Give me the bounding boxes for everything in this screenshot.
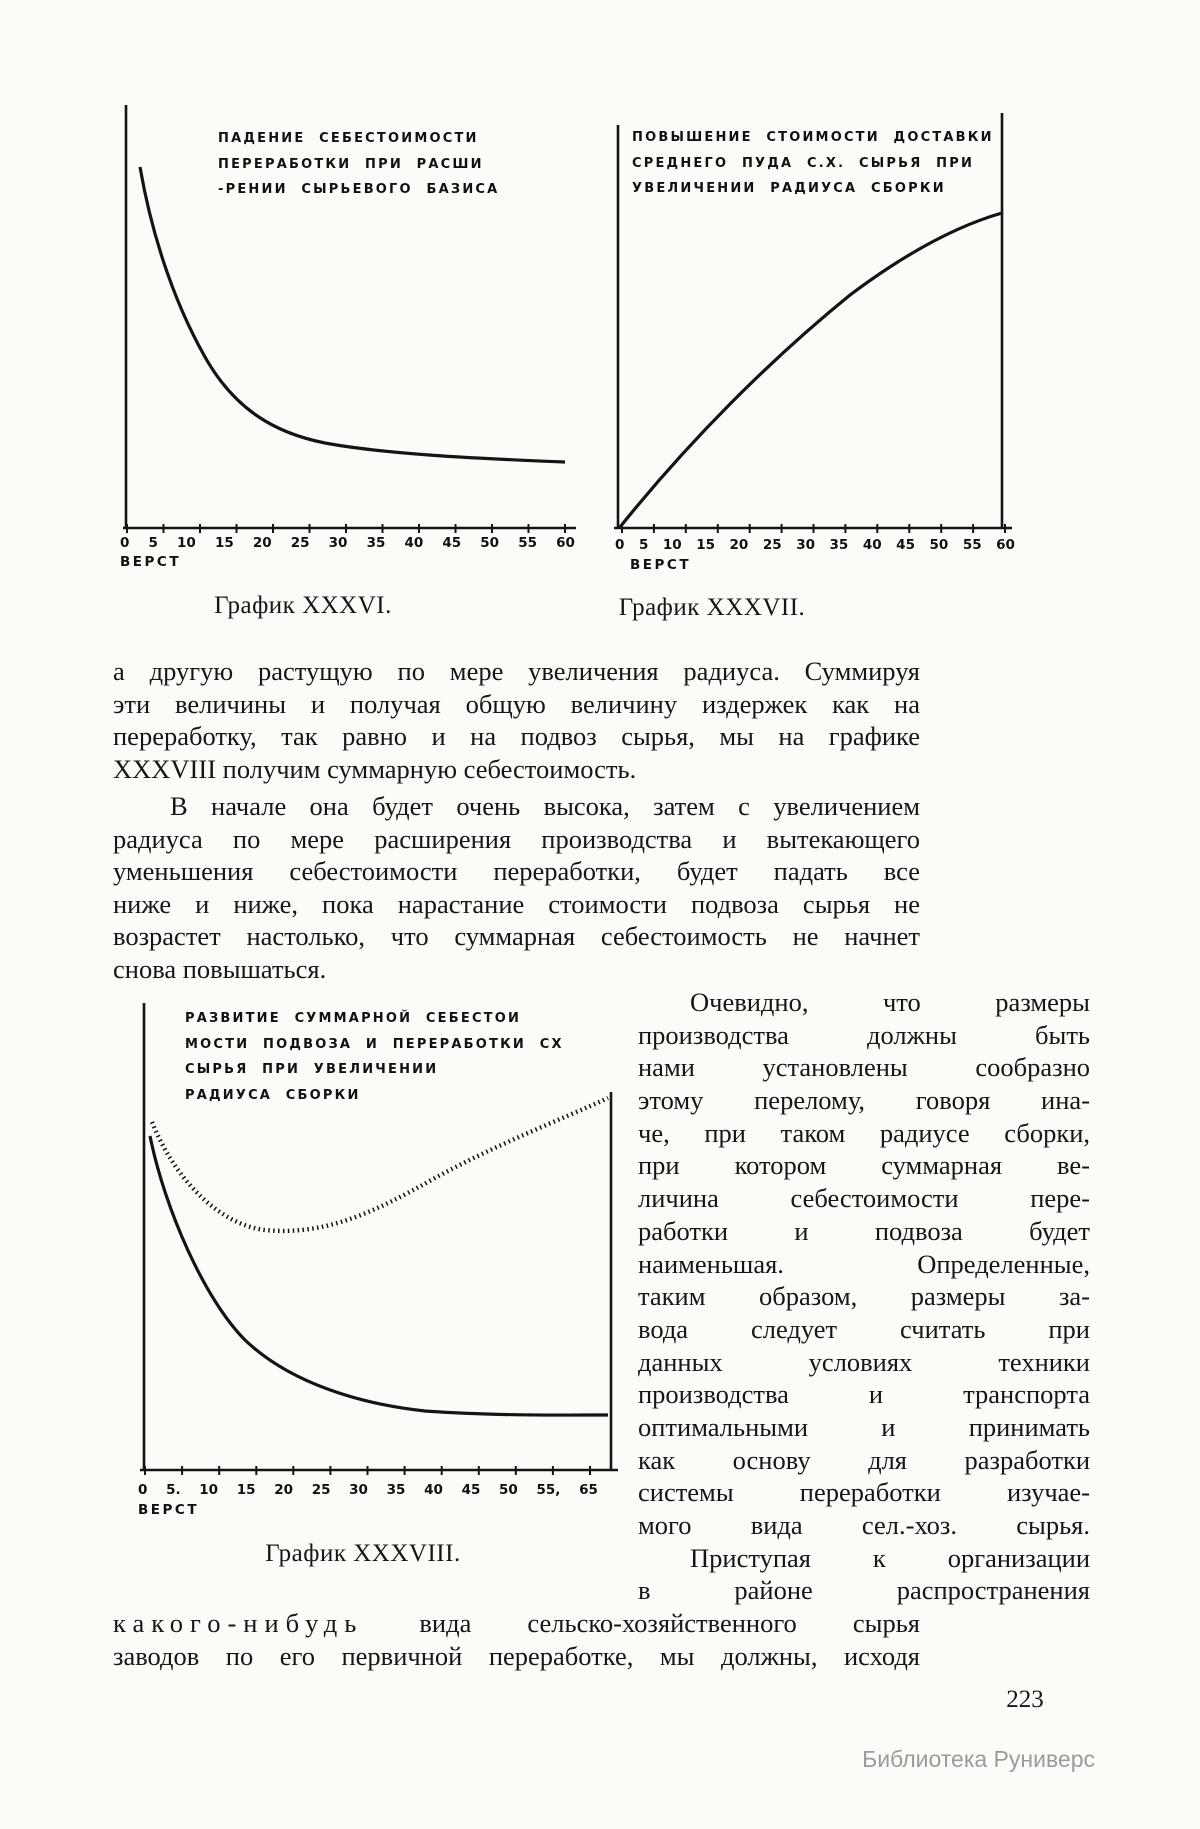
- x-tick-label: 35: [386, 1482, 406, 1498]
- x-tick-label: 65: [579, 1482, 598, 1498]
- chart-xxxvi-x-axis-label: ВЕРСТ: [120, 554, 182, 570]
- text-line: производства должны быть: [638, 1019, 1090, 1050]
- chart-title-line: МОСТИ ПОДВОЗА И ПЕРЕРАБОТКИ СХ: [185, 1036, 564, 1052]
- x-tick-label: 15: [696, 537, 715, 553]
- paragraph-2: [113, 790, 920, 985]
- text-line: уменьшения себестоимости переработки, будет падать все: [113, 856, 920, 886]
- bottom-line-1: [113, 1607, 920, 1640]
- text-line: че, при таком радиусе сборки,: [638, 1117, 1090, 1148]
- x-tick-label: 25: [762, 537, 782, 553]
- x-tick-label: 50: [480, 535, 500, 551]
- chart-title-line: УВЕЛИЧЕНИИ РАДИУСА СБОРКИ: [632, 181, 946, 196]
- chart-xxxvii-x-axis-label: ВЕРСТ: [630, 557, 692, 573]
- chart-xxxvii-x-ticks: [615, 537, 1015, 553]
- chart-xxxviii-title: [185, 1006, 564, 1108]
- text-line: Приступая к организации: [690, 1542, 1090, 1573]
- right-column-text: [638, 986, 1090, 1607]
- processing-cost-curve: [140, 167, 565, 462]
- x-tick-label: 15: [214, 535, 234, 551]
- text-line: переработку, так равно и на подвоз сырья, мы на графике: [113, 721, 920, 751]
- x-tick-label: 30: [328, 535, 348, 551]
- chart-xxxvi-caption: График XXXVI.: [214, 592, 392, 619]
- chart-xxxviii-caption: График XXXVIII.: [265, 1540, 461, 1567]
- chart-title-line: -РЕНИИ СЫРЬЕВОГО БАЗИСА: [218, 182, 500, 197]
- emphasized-word: какого-нибудь: [113, 1608, 364, 1638]
- x-tick-label: 55: [518, 535, 537, 551]
- text-line: возрастет настолько, что суммарная себестоимость не начнет: [113, 921, 920, 951]
- text-line: радиуса по мере расширения производства и вытекающего: [113, 823, 920, 854]
- text-line: работки и подвоза будет: [638, 1215, 1090, 1246]
- x-tick-label: 20: [274, 1482, 294, 1498]
- x-tick-label: 0: [120, 535, 130, 551]
- text-line: XXXVIII получим суммарную себестоимость.: [113, 753, 637, 784]
- chart-title-line: ПАДЕНИЕ СЕБЕСТОИМОСТИ: [218, 131, 479, 146]
- x-tick-label: 50: [499, 1482, 518, 1498]
- x-tick-label: 35: [829, 537, 849, 553]
- x-tick-label: 10: [662, 537, 682, 553]
- processing-cost-curve: [150, 1136, 608, 1415]
- x-tick-label: 0: [138, 1482, 148, 1498]
- text-line: оптимальными и принимать: [638, 1411, 1090, 1442]
- x-tick-label: 20: [252, 535, 272, 551]
- text-line: мого вида сел.-хоз. сырья.: [638, 1510, 1090, 1540]
- paragraph-1: [113, 655, 920, 785]
- chart-title-line: РАЗВИТИЕ СУММАРНОЙ СЕБЕСТОИ: [185, 1011, 522, 1026]
- text-line: снова повышаться.: [113, 953, 327, 984]
- chart-title-line: ПОВЫШЕНИЕ СТОИМОСТИ ДОСТАВКИ: [632, 130, 994, 145]
- text-line: В начале она будет очень высока, затем с увеличением: [170, 791, 920, 821]
- library-watermark: Библиотека Руниверс: [862, 1746, 1095, 1772]
- delivery-cost-curve: [620, 213, 1002, 527]
- text-line: нами установлены сообразно: [638, 1052, 1090, 1083]
- x-tick-label: 15: [236, 1482, 256, 1498]
- x-tick-label: 10: [177, 535, 196, 551]
- x-tick-label: 25: [311, 1482, 331, 1498]
- chart-title-line: СРЕДНЕГО ПУДА С.Х. СЫРЬЯ ПРИ: [632, 155, 975, 171]
- chart-xxxvi-x-ticks: [120, 535, 575, 551]
- chart-xxxvii-title: [632, 125, 994, 202]
- page-number: 223: [1006, 1686, 1044, 1713]
- text-line: таким образом, размеры за-: [638, 1281, 1090, 1312]
- text-line: при котором суммарная ве-: [638, 1150, 1090, 1181]
- x-tick-label: 45: [461, 1482, 481, 1498]
- bottom-line-1-rest: вида сельско-хозяйственного сырья: [419, 1608, 920, 1638]
- text-line: вода следует считать при: [638, 1313, 1090, 1344]
- text-line: личина себестоимости пере-: [638, 1183, 1090, 1214]
- chart-title-line: СЫРЬЯ ПРИ УВЕЛИЧЕНИИ: [185, 1062, 439, 1077]
- x-tick-label: 45: [442, 535, 462, 551]
- text-line: эти величины и получая общую величину издержек как на: [113, 688, 920, 719]
- chart-xxxvi-title: [218, 126, 499, 203]
- x-tick-label: 5: [148, 535, 158, 551]
- x-tick-label: 0: [615, 537, 625, 553]
- x-tick-label: 10: [199, 1482, 219, 1498]
- bottom-line-2: заводов по его первичной переработке, мы должны, исходя: [113, 1641, 920, 1671]
- text-line: Очевидно, что размеры: [690, 987, 1090, 1017]
- x-tick-label: 40: [424, 1482, 443, 1498]
- chart-xxxviii-x-axis-label: ВЕРСТ: [138, 1502, 200, 1518]
- x-tick-label: 30: [349, 1482, 368, 1498]
- x-tick-label: 50: [929, 537, 949, 553]
- chart-title-line: РАДИУСА СБОРКИ: [185, 1087, 361, 1103]
- text-line: системы переработки изучае-: [638, 1477, 1090, 1508]
- text-line: в районе распространения: [638, 1575, 1090, 1606]
- x-tick-label: 20: [729, 537, 749, 553]
- x-tick-label: 30: [796, 537, 815, 553]
- x-tick-label: 60: [996, 537, 1015, 553]
- x-tick-label: 40: [862, 537, 882, 553]
- text-line: наименьшая. Определенные,: [638, 1248, 1090, 1279]
- text-line: а другую растущую по мере увеличения радиуса. Суммируя: [113, 656, 920, 686]
- x-tick-label: 55: [962, 537, 982, 553]
- x-tick-label: 60: [556, 535, 575, 551]
- text-line: ниже и ниже, пока нарастание стоимости подвоза сырья не: [113, 888, 920, 919]
- x-tick-label: 40: [404, 535, 424, 551]
- text-line: данных условиях техники: [638, 1346, 1090, 1377]
- chart-xxxviii-x-ticks: [138, 1482, 598, 1498]
- x-tick-label: 45: [896, 537, 915, 553]
- text-line: как основу для разработки: [638, 1444, 1090, 1475]
- chart-xxxvii-caption: График XXXVII.: [618, 594, 806, 621]
- x-tick-label: 25: [290, 535, 310, 551]
- total-cost-dotted-curve: [152, 1098, 608, 1231]
- text-line: производства и транспорта: [638, 1379, 1090, 1410]
- chart-title-line: ПЕРЕРАБОТКИ ПРИ РАСШИ: [218, 156, 484, 172]
- text-line: этому перелому, говоря ина-: [638, 1085, 1090, 1116]
- x-tick-label: 55,: [536, 1482, 561, 1498]
- x-tick-label: 5.: [166, 1482, 181, 1498]
- x-tick-label: 35: [366, 535, 386, 551]
- x-tick-label: 5: [638, 537, 649, 553]
